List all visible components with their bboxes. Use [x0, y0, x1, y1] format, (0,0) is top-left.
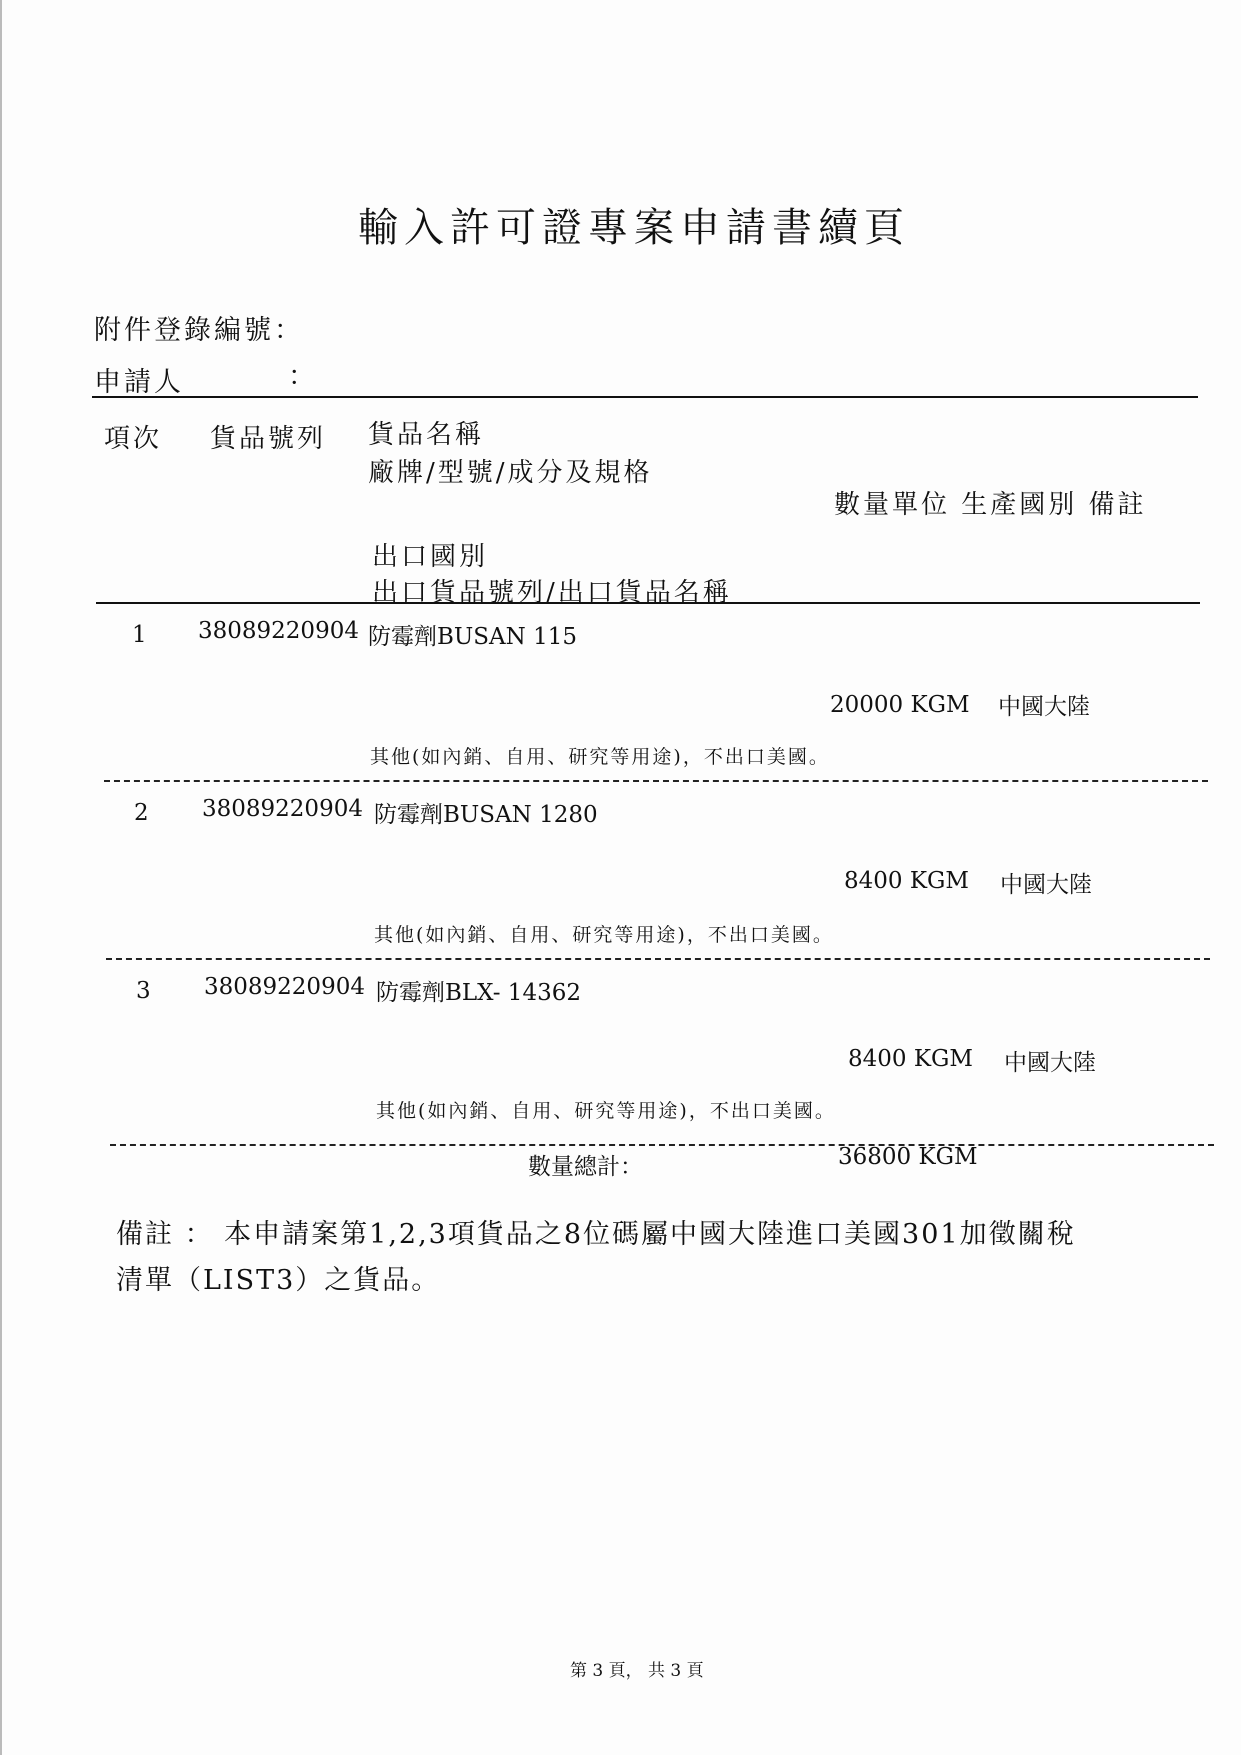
header-brand-spec: 廠牌/型號/成分及規格 — [368, 458, 653, 488]
item-3-divider — [110, 1144, 1214, 1146]
item-2-no: 2 — [134, 800, 149, 826]
total-label: 數量總計： — [528, 1154, 643, 1180]
item-1-code: 38089220904 — [198, 618, 359, 644]
header-item-no: 項次 — [104, 424, 163, 454]
header-export-country: 出口國別 — [372, 542, 489, 572]
item-2-note: 其他(如內銷、自用、研究等用途)，不出口美國。 — [374, 924, 834, 946]
total-value: 36800 KGM — [838, 1144, 978, 1170]
applicant-colon: ： — [288, 361, 318, 392]
header-bottom-rule — [96, 602, 1200, 604]
header-export-code-name: 出口貨品號列/出口貨品名稱 — [372, 578, 732, 608]
scan-edge-line — [0, 0, 2, 1755]
item-3-note: 其他(如內銷、自用、研究等用途)，不出口美國。 — [376, 1100, 836, 1122]
page-footer: 第 3 頁， 共 3 頁 — [570, 1661, 704, 1681]
header-top-rule — [92, 396, 1198, 398]
page-title: 輸入許可證專案申請書續頁 — [358, 205, 910, 251]
item-2-code: 38089220904 — [202, 796, 363, 822]
remark-line-2: 清單（LIST3）之貨品。 — [116, 1265, 441, 1296]
item-3-origin: 中國大陸 — [1004, 1050, 1096, 1076]
item-2-name: 防霉劑BUSAN 1280 — [374, 802, 598, 828]
header-goods-name: 貨品名稱 — [368, 420, 485, 450]
item-3-name: 防霉劑BLX- 14362 — [376, 980, 581, 1006]
applicant-label: 申請人 — [94, 367, 184, 398]
remark-line-1: 備註 ： 本申請案第1,2,3項貨品之8位碼屬中國大陸進口美國301加徵關稅 — [116, 1219, 1076, 1250]
item-1-no: 1 — [132, 622, 147, 648]
item-1-origin: 中國大陸 — [998, 694, 1090, 720]
item-3-no: 3 — [136, 978, 151, 1004]
item-1-note: 其他(如內銷、自用、研究等用途)，不出口美國。 — [370, 746, 830, 768]
header-goods-code: 貨品號列 — [210, 424, 327, 454]
item-1-qty: 20000 KGM — [830, 692, 970, 718]
item-3-code: 38089220904 — [204, 974, 365, 1000]
item-2-qty: 8400 KGM — [844, 868, 969, 894]
item-1-name: 防霉劑BUSAN 115 — [368, 624, 577, 650]
item-2-divider — [106, 958, 1210, 960]
item-3-qty: 8400 KGM — [848, 1046, 973, 1072]
item-1-divider — [104, 780, 1208, 782]
item-2-origin: 中國大陸 — [1000, 872, 1092, 898]
header-qty-cols: 數量單位 生產國別 備註 — [834, 490, 1147, 520]
attachment-label: 附件登錄編號： — [94, 315, 304, 346]
